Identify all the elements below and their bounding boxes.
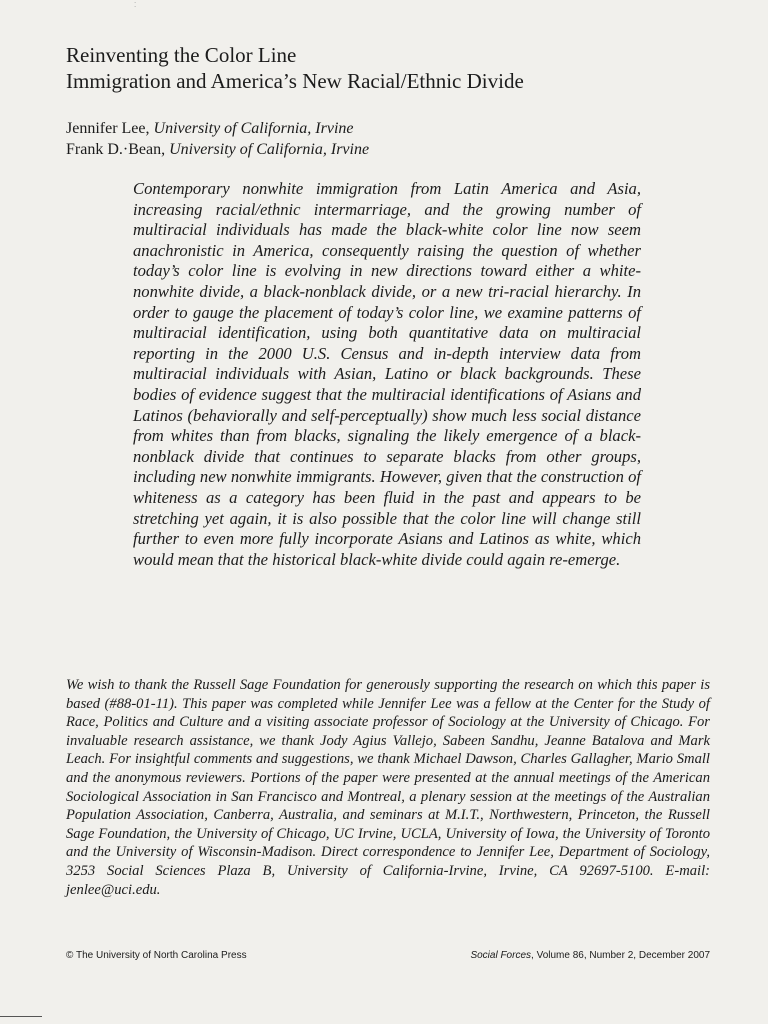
acknowledgments: We wish to thank the Russell Sage Foundation for generously supporting the research on which this paper is based (#88-01-11). This paper was completed while Jennifer Lee was a fellow at the Center for the Study of Race, Politics and Culture and a visiting associate professor of Sociology at the University of Chicago. For invaluable research assistance, we thank Jody Agius Vallejo, Sabeen Sandhu, Jeanne Batalova and Mark Leach. For insightful comments and suggestions, we thank Michael Dawson, Charles Gallagher, Mario Small and the anonymous reviewers. Portions of the paper were presented at the annual meetings of the American Sociological Association in San Francisco and Montreal, a plenary session at the meetings of the Australian Population Association, Canberra, Australia, and seminars at M.I.T., Northwestern, Princeton, the Russell Sage Foundation, the University of Chicago, UC Irvine, UCLA, University of Iowa, the University of Toronto and the University of Wisconsin-Madison. Direct correspondence to Jennifer Lee, Department of Sociology, 3253 Social Sciences Plaza B, University of California-Irvine, Irvine, CA 92697-5100. E-mail: jenlee@uci.edu. bbox=[66, 677, 710, 898]
author-affiliation: University of California, Irvine bbox=[169, 141, 370, 158]
paper-title bbox=[66, 42, 726, 94]
author-list bbox=[66, 118, 726, 160]
journal-issue: , Volume 86, Number 2, December 2007 bbox=[531, 950, 710, 961]
author-2 bbox=[66, 139, 726, 160]
page-footer bbox=[66, 949, 710, 963]
scan-edge-mark bbox=[0, 1016, 42, 1017]
abstract: Contemporary nonwhite immigration from Latin America and Asia, increasing racial/ethnic intermarriage, and the growing number of multiracial individuals has made the black-white color line now seem anachronistic in America, consequently raising the question of whether today’s color line is evolving in new directions toward either a white-nonwhite divide, a black-nonblack divide, or a new tri-racial hierarchy. In order to gauge the placement of today’s color line, we examine patterns of multiracial identification, using both quantitative data on multiracial reporting in the 2000 U.S. Census and in-depth interview data from multiracial individuals with Asian, Latino or black backgrounds. These bodies of evidence suggest that the multiracial identifications of Asians and Latinos (behaviorally and self-perceptually) show much less social distance from whites than from blacks, signaling the likely emergence of a black-nonblack divide that continues to separate blacks from other groups, including new nonwhite immigrants. However, given that the construction of whiteness as a category has been fluid in the past and appears to be stretching yet again, it is also possible that the color line will change still further to even more fully incorporate Asians and Latinos as white, which would mean that the historical black-white divide could again re-emerge. bbox=[133, 179, 641, 569]
author-1 bbox=[66, 118, 726, 139]
copyright-notice: © The University of North Carolina Press bbox=[66, 950, 247, 961]
author-affiliation: University of California, Irvine bbox=[153, 120, 354, 137]
journal-citation bbox=[470, 949, 710, 963]
author-name: Frank D.·Bean, bbox=[66, 141, 170, 158]
author-name: Jennifer Lee, bbox=[66, 120, 154, 137]
journal-name: Social Forces bbox=[470, 950, 532, 961]
title-line-2: Immigration and America’s New Racial/Ethnic Divide bbox=[66, 69, 524, 93]
title-line-1: Reinventing the Color Line bbox=[66, 43, 297, 67]
scan-artifact: ⁚ bbox=[134, 1, 137, 9]
